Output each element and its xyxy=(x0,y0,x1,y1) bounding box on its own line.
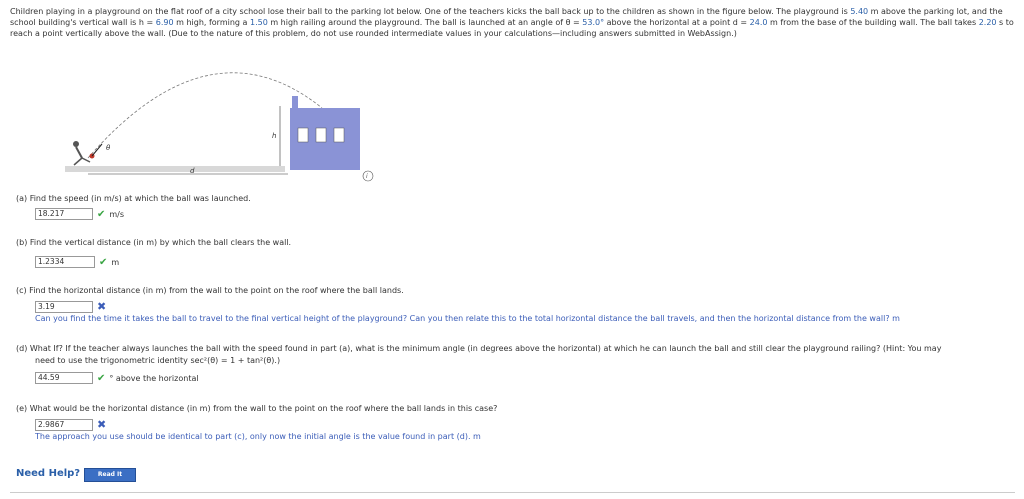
question-b: (b) Find the vertical distance (in m) by which the ball clears the wall. xyxy=(16,238,292,247)
answer-input-a[interactable]: 18.217 xyxy=(35,208,93,220)
answer-input-e[interactable]: 2.9867 xyxy=(35,419,93,431)
launch-arrow xyxy=(92,144,102,156)
ground xyxy=(65,166,285,172)
answer-input-c[interactable]: 3.19 xyxy=(35,301,93,313)
window xyxy=(316,128,326,142)
cross-icon: ✖ xyxy=(97,418,107,431)
unit-d: ° above the horizontal xyxy=(109,373,199,383)
answer-row-c xyxy=(35,300,106,313)
answer-row-e xyxy=(35,418,106,431)
d-label: d xyxy=(190,167,195,175)
check-icon: ✔ xyxy=(97,208,106,220)
teacher-figure xyxy=(73,141,95,165)
question-e: (e) What would be the horizontal distance (in m) from the wall to the point on the roof where the ball lands in this case? xyxy=(16,404,498,413)
answer-row-b xyxy=(35,256,119,268)
question-a: (a) Find the speed (in m/s) at which the ball was launched. xyxy=(16,194,251,203)
window xyxy=(298,128,308,142)
answer-input-d[interactable]: 44.59 xyxy=(35,372,93,384)
question-d-cont: need to use the trigonometric identity sec²(θ) = 1 + tan²(θ).) xyxy=(35,356,281,365)
trajectory-path xyxy=(88,73,322,158)
railing xyxy=(292,96,298,108)
problem-figure xyxy=(60,48,368,188)
info-icon-label: i xyxy=(366,173,368,180)
hint-c: Can you find the time it takes the ball to travel to the final vertical height of the playground? Can you then relate this to the total horizontal distance the ball travels, and then the horizontal distance from the wall? m xyxy=(35,314,900,323)
h-label: h xyxy=(272,132,277,140)
unit-a: m/s xyxy=(109,209,125,219)
unit-b: m xyxy=(111,257,120,267)
question-c: (c) Find the horizontal distance (in m) from the wall to the point on the roof where the ball lands. xyxy=(16,286,404,295)
hint-e: The approach you use should be identical to part (c), only now the initial angle is the value found in part (d). m xyxy=(35,432,481,441)
window xyxy=(334,128,344,142)
cross-icon: ✖ xyxy=(97,300,107,313)
answer-input-b[interactable]: 1.2334 xyxy=(35,256,95,268)
read-it-button[interactable]: Read It xyxy=(84,468,136,482)
divider xyxy=(10,492,1015,493)
need-help-label: Need Help? xyxy=(16,468,81,479)
info-icon[interactable] xyxy=(363,171,373,181)
answer-row-d xyxy=(35,372,199,384)
check-icon: ✔ xyxy=(97,372,106,384)
question-d: (d) What If? If the teacher always launches the ball with the speed found in part (a), what is the minimum angle (in degrees above the horizontal) at which he can launch the ball and still clear the playground railing? (Hint: You may xyxy=(16,344,942,353)
theta-label: θ xyxy=(106,144,111,152)
problem-statement: Children playing in a playground on the flat roof of a city school lose their ball to the parking lot below. One of the teachers kicks the ball back up to the children as shown in the figure below. The playground is 5.40 m above the parking lot, and the school building's vertical wall is h = 6.90 m high, forming a 1.50 m high railing around the playground. The ball is launched at an angle of θ = 53.0° above the horizontal at a point d = 24.0 m from the base of the building wall. The ball takes 2.20 s to reach a point vertically above the wall. (Due to the nature of this problem, do not use rounded intermediate values in your calculations—including answers submitted in WebAssign.) xyxy=(10,7,1014,38)
check-icon: ✔ xyxy=(99,256,108,268)
answer-row-a xyxy=(35,208,124,220)
